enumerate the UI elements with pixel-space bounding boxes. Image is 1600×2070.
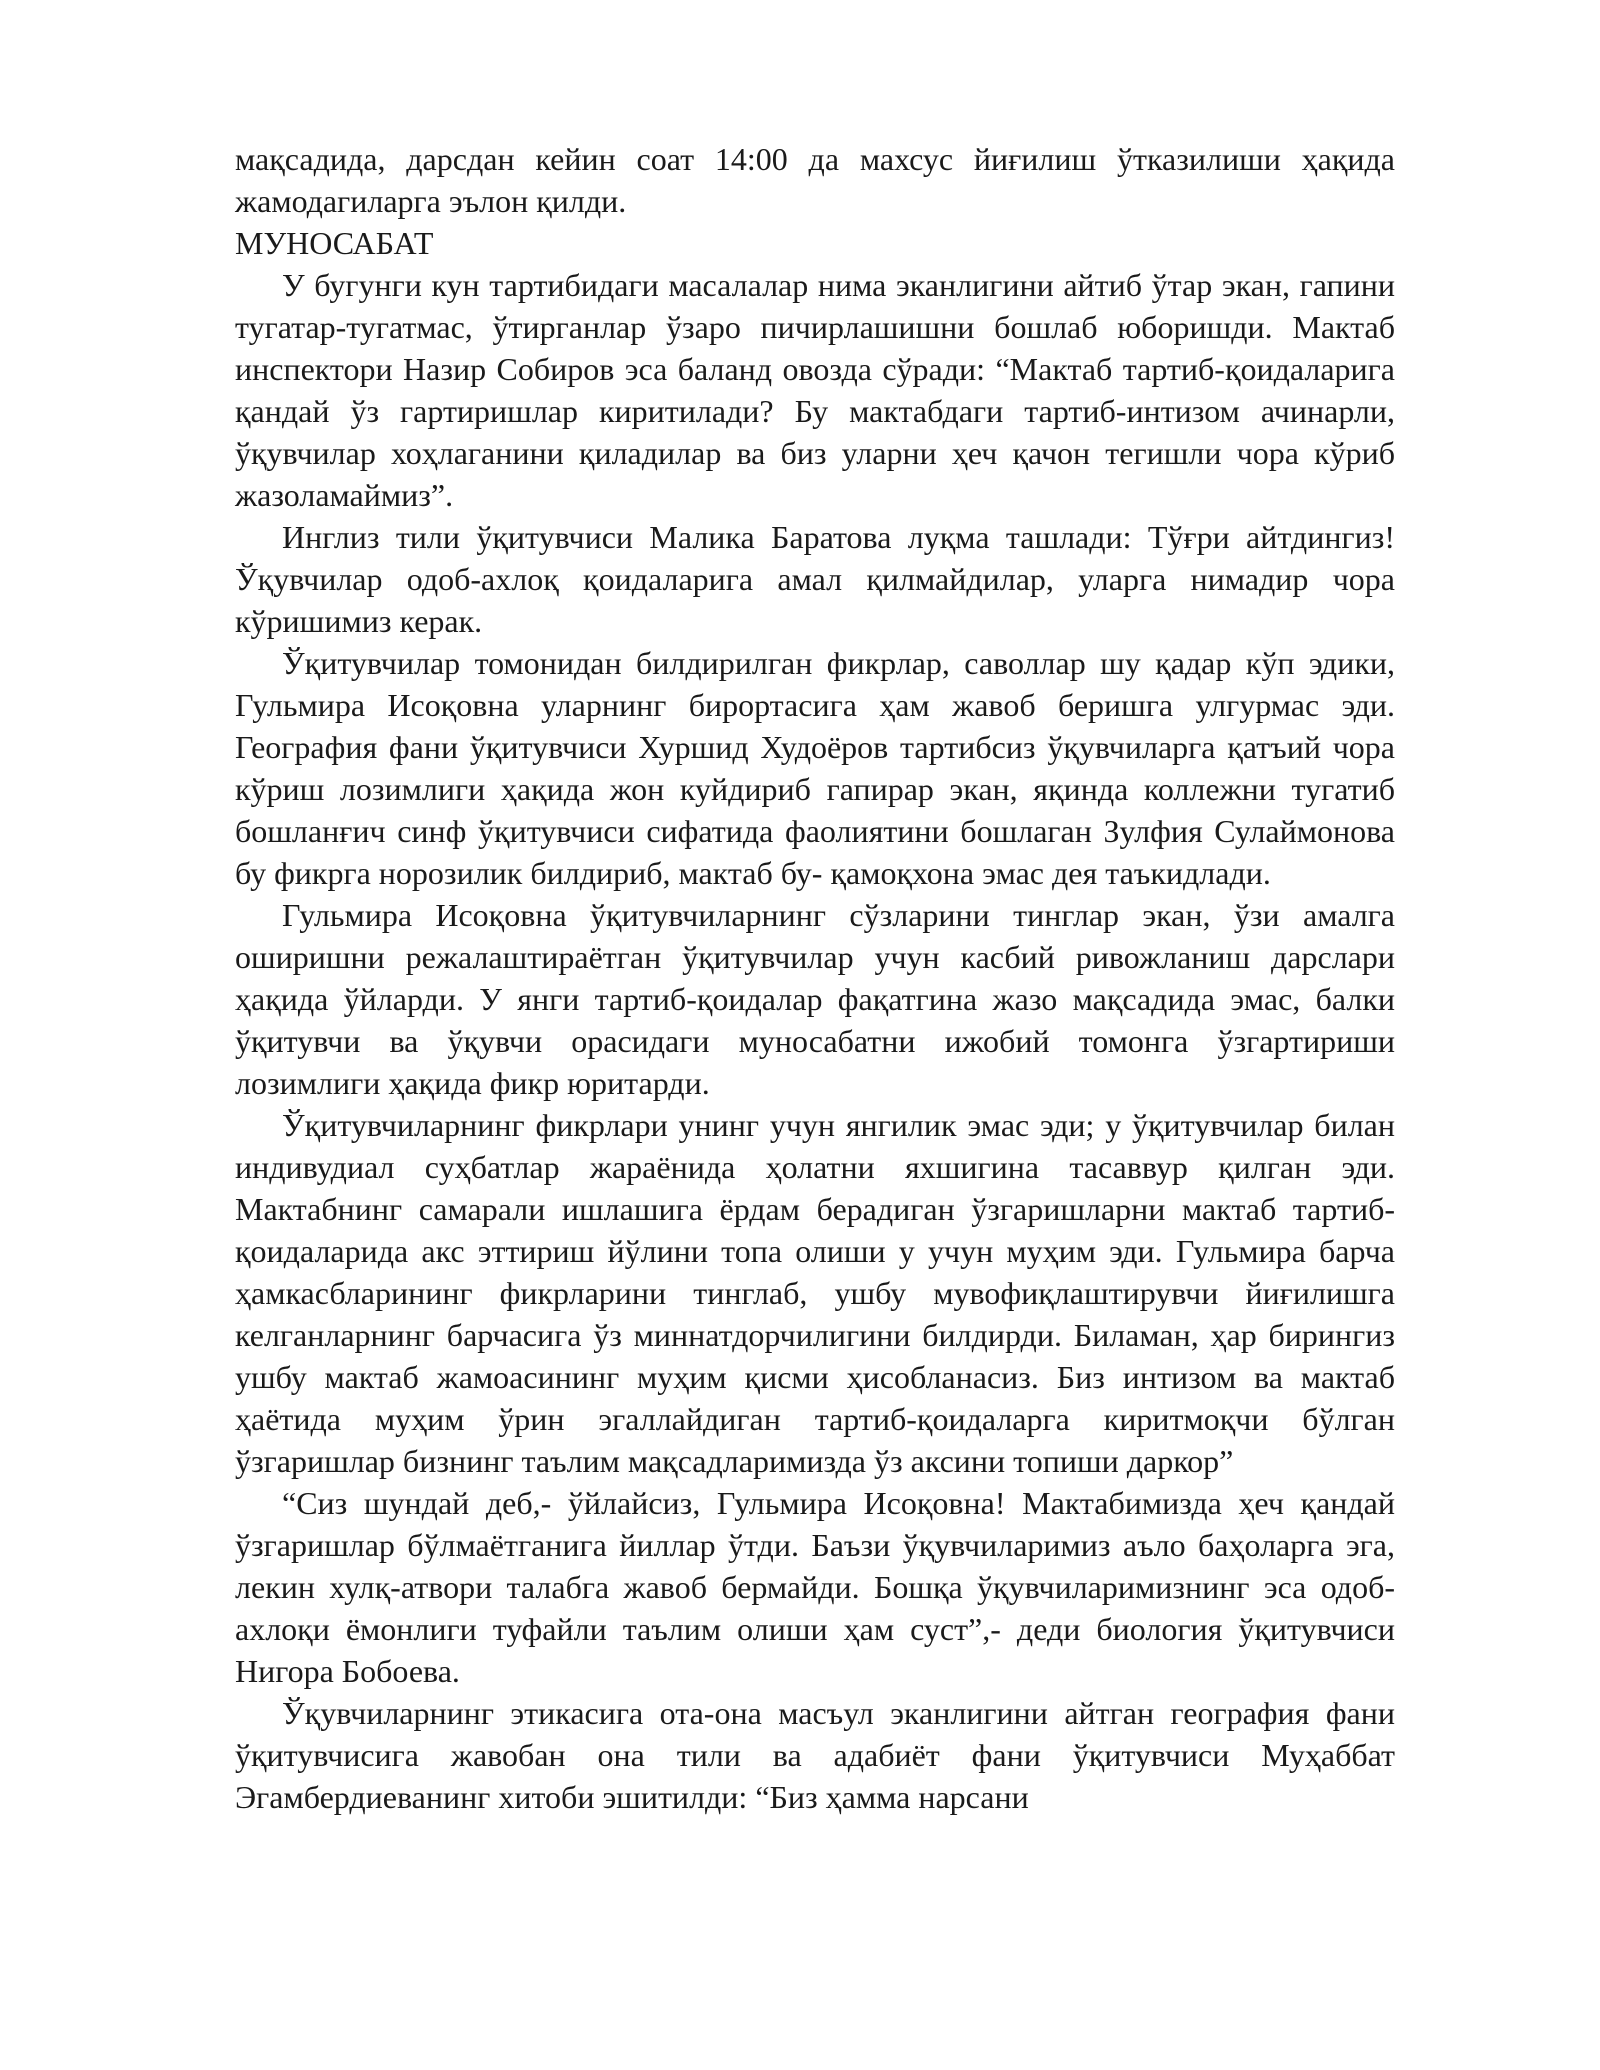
paragraph-4: Гульмира Исоқовна ўқитувчиларнинг сўзларини тинглар экан, ўзи амалга оширишни режалаштираётган ўқитувчилар учун касбий ривожланиш дарслари ҳақида ўйларди. У янги тартиб-қоидалар фақатгина жазо мақсадида эмас, балки ўқитувчи ва ўқувчи орасидаги муносабатни ижобий томонга ўзгартириши лозимлиги ҳақида фикр юритарди.: [235, 897, 1395, 1101]
paragraph-3: Ўқитувчилар томонидан билдирилган фикрлар, саволлар шу қадар кўп эдики, Гульмира Исоқовна уларнинг бирортасига ҳам жавоб беришга улгурмас эди. География фани ўқитувчиси Хуршид Худоёров тартибсиз ўқувчиларга қатъий чора кўриш лозимлиги ҳақида жон куйдириб гапирар экан, яқинда коллежни тугатиб бошланғич синф ўқитувчиси сифатида фаолиятини бошлаган Зулфия Сулаймонова бу фикрга норозилик билдириб, мактаб бу- қамоқхона эмас дея таъкидлади.: [235, 645, 1395, 891]
paragraph-7: Ўқувчиларнинг этикасига ота-она масъул эканлигини айтган география фани ўқитувчисига жавобан она тили ва адабиёт фани ўқитувчиси Муҳаббат Эгамбердиеванинг хитоби эшитилди: “Биз ҳамма нарсани: [235, 1695, 1395, 1815]
paragraph-intro: мақсадида, дарсдан кейин соат 14:00 да махсус йиғилиш ўтказилиши ҳақида жамодагиларга эълон қилди.: [235, 141, 1395, 219]
section-heading: МУНОСАБАТ: [235, 225, 434, 261]
paragraph-6: “Сиз шундай деб,- ўйлайсиз, Гульмира Исоқовна! Мактабимизда ҳеч қандай ўзгаришлар бўлмаётганига йиллар ўтди. Баъзи ўқувчиларимиз аъло баҳоларга эга, лекин хулқ-атвори талабга жавоб бермайди. Бошқа ўқувчиларимизнинг эса одоб-ахлоқи ёмонлиги туфайли таълим олиши ҳам суст”,- деди биология ўқитувчиси Нигора Бобоева.: [235, 1485, 1395, 1689]
paragraph-1: У бугунги кун тартибидаги масалалар нима эканлигини айтиб ўтар экан, гапини тугатар-тугатмас, ўтирганлар ўзаро пичирлашишни бошлаб юборишди. Мактаб инспектори Назир Собиров эса баланд овозда сўради: “Мактаб тартиб-қоидаларига қандай ўз гартиришлар киритилади? Бу мактабдаги тартиб-интизом ачинарли, ўқувчилар хоҳлаганини қиладилар ва биз уларни ҳеч қачон тегишли чора кўриб жазоламаймиз”.: [235, 267, 1395, 513]
paragraph-2: Инглиз тили ўқитувчиси Малика Баратова луқма ташлади: Тўғри айтдингиз! Ўқувчилар одоб-ахлоқ қоидаларига амал қилмайдилар, уларга нимадир чора кўришимиз керак.: [235, 519, 1395, 639]
paragraph-5: Ўқитувчиларнинг фикрлари унинг учун янгилик эмас эди; у ўқитувчилар билан индивудиал суҳбатлар жараёнида ҳолатни яхшигина тасаввур қилган эди. Мактабнинг самарали ишлашига ёрдам берадиган ўзгаришларни мактаб тартиб-қоидаларида акс эттириш йўлини топа олиши у учун муҳим эди. Гульмира барча ҳамкасбларининг фикрларини тинглаб, ушбу мувофиқлаштирувчи йиғилишга келганларнинг барчасига ўз миннатдорчилигини билдирди. Биламан, ҳар бирингиз ушбу мактаб жамоасининг муҳим қисми ҳисобланасиз. Биз интизом ва мактаб ҳаётида муҳим ўрин эгаллайдиган тартиб-қоидаларга киритмоқчи бўлган ўзгаришлар бизнинг таълим мақсадларимизда ўз аксини топиши даркор”: [235, 1107, 1395, 1479]
document-page: [235, 138, 1395, 1818]
